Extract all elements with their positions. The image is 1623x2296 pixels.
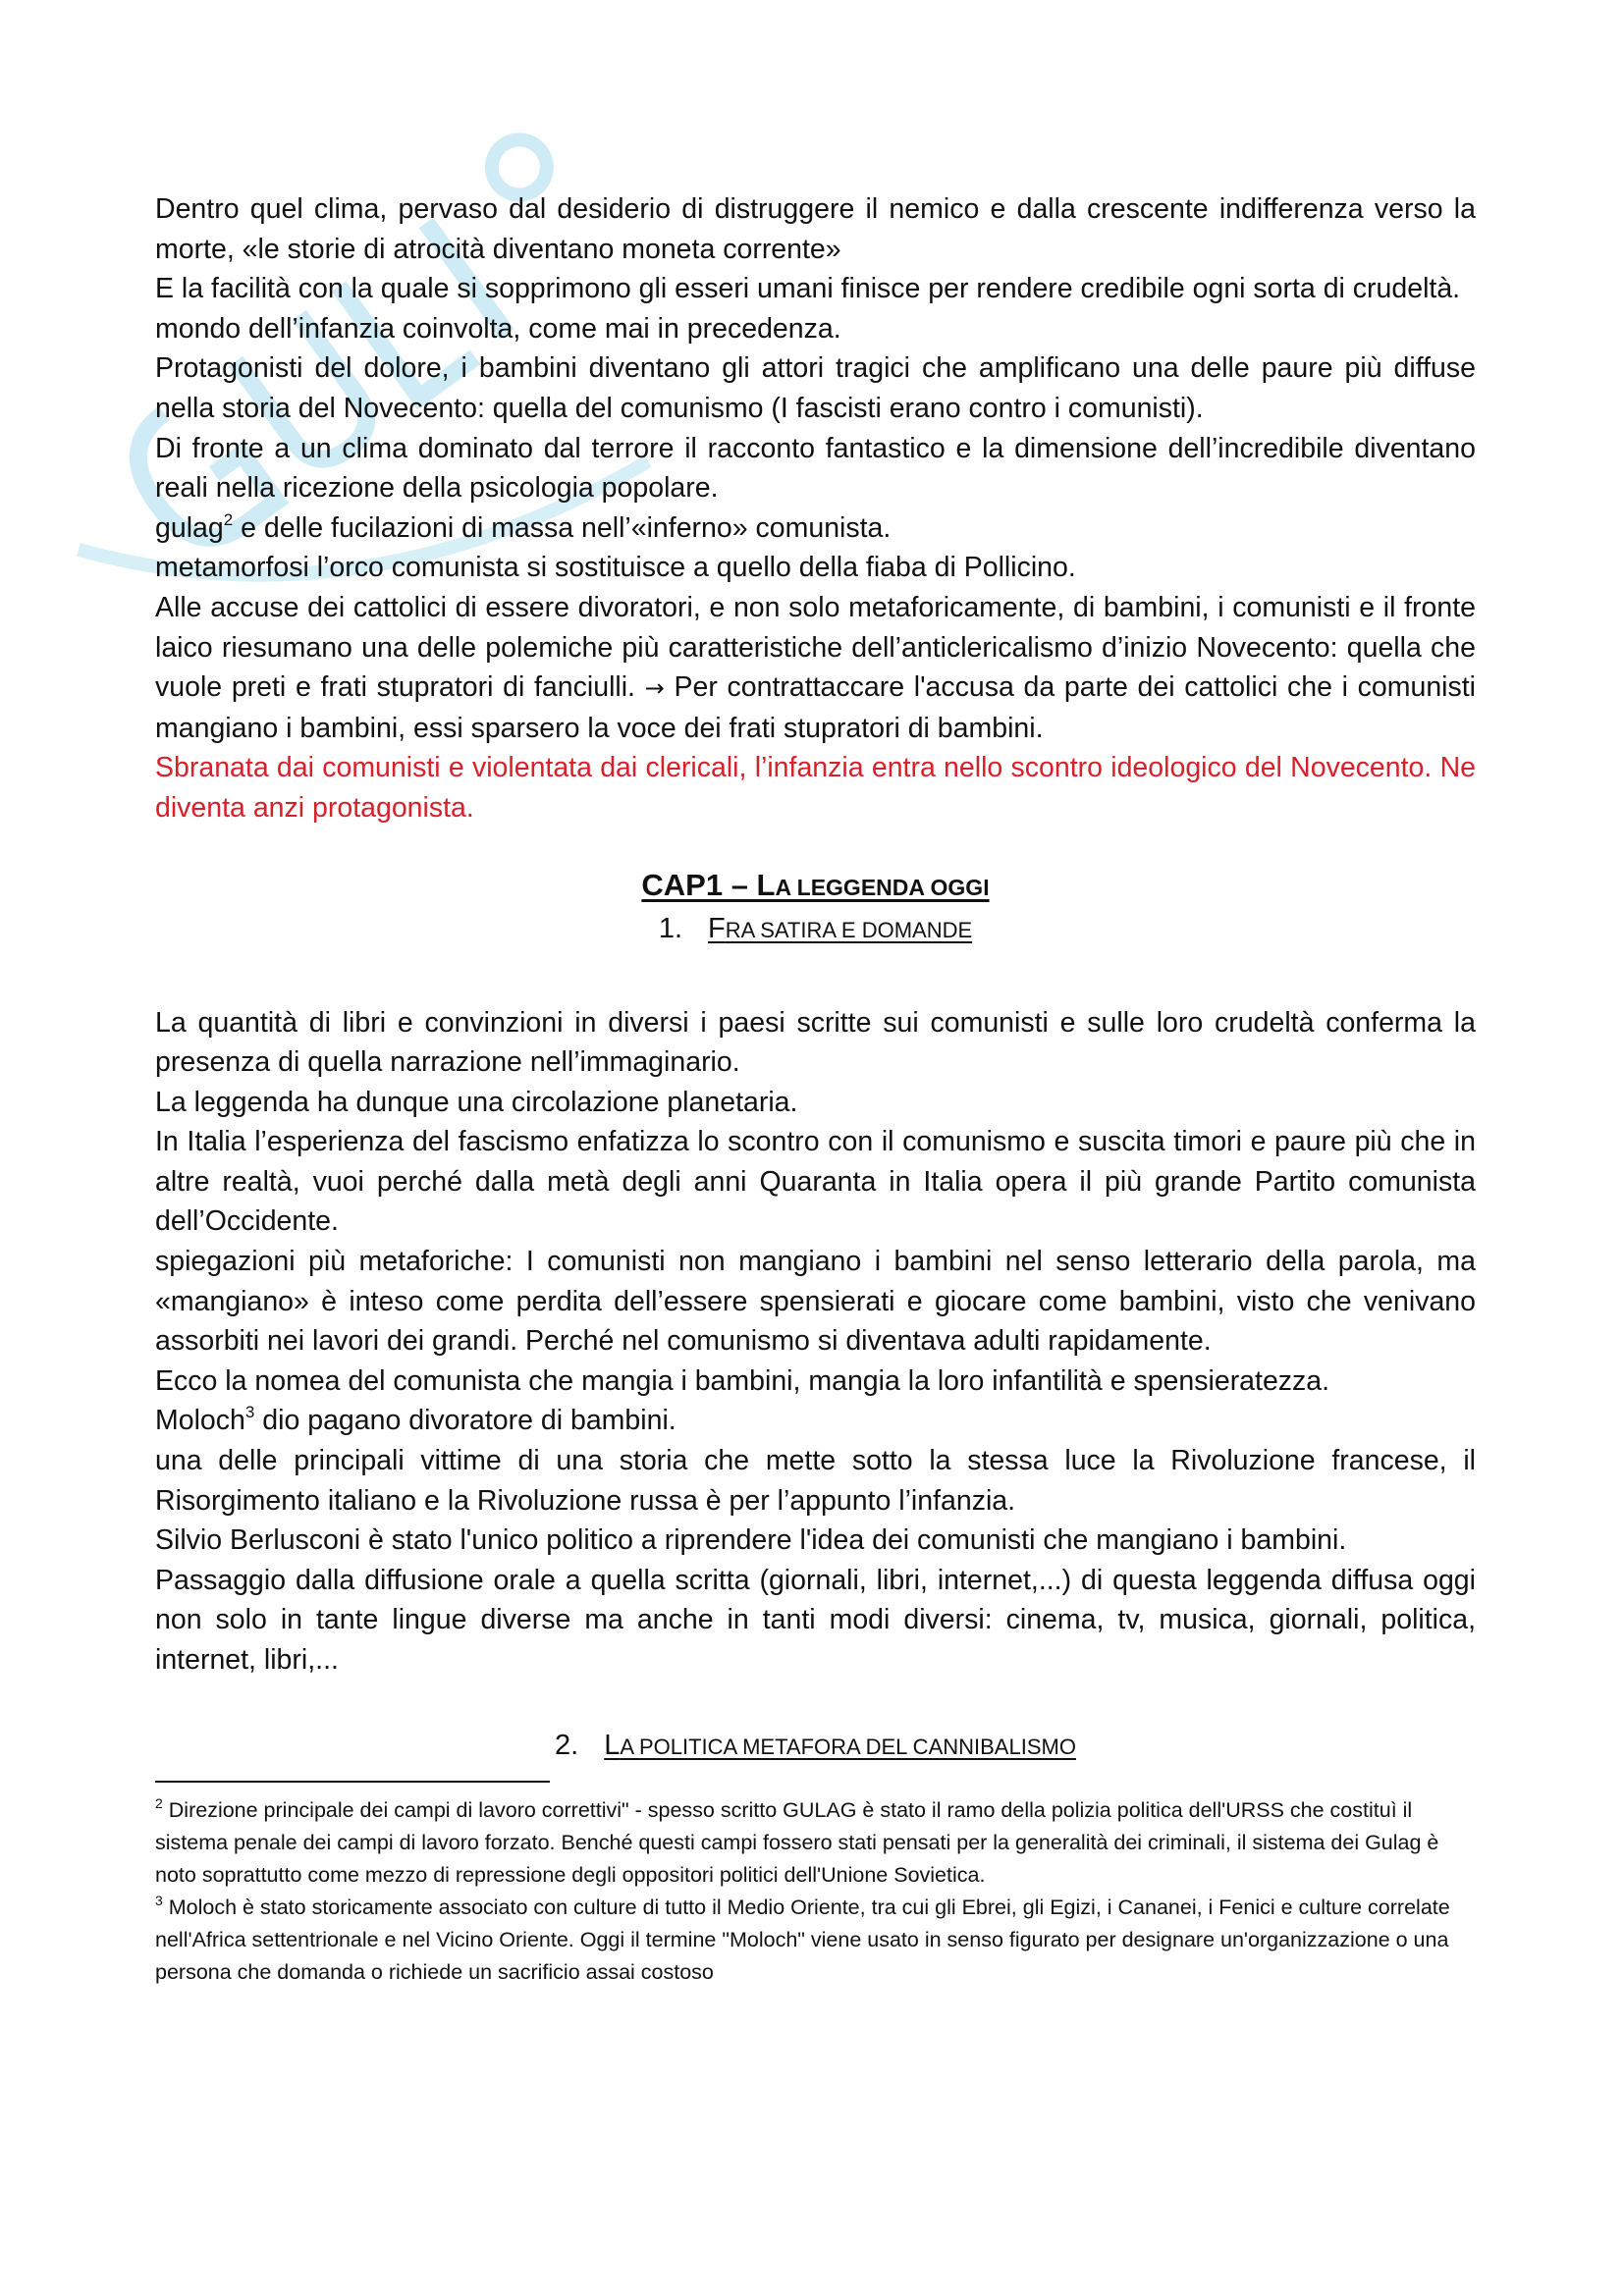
paragraph: spiegazioni più metaforiche: I comunisti non mangiano i bambini nel senso letterario della parola, ma «mangiano» è inteso come perdita dell’essere spensierati e giocare come bambini, visto che venivano assorbiti nei lavori dei grandi. Perché nel comunismo si diventava adulti rapidamente. <box>155 1246 1476 1358</box>
paragraph: In Italia l’esperienza del fascismo enfatizza lo scontro con il comunismo e suscita timori e paure più che in altre realtà, vuoi perché dalla metà degli anni Quaranta in Italia opera il più grande Partito comunista dell’Occidente. <box>155 1126 1476 1238</box>
text-run: e delle fucilazioni di massa nell’«inferno» comunista. <box>233 511 892 544</box>
section-heading-2 <box>155 1724 1476 1769</box>
text-run: dio pagano divoratore di bambini. <box>254 1405 676 1437</box>
text-run: gulag <box>155 511 224 544</box>
paragraph: Ecco la nomea del comunista che mangia i bambini, mangia la loro infantilità e spensieratezza. <box>155 1364 1330 1397</box>
paragraph: Passaggio dalla diffusione orale a quella scritta (giornali, libri, internet,...) di questa leggenda diffusa oggi non solo in tante lingue diverse ma anche in tanti modi diversi: cinema, tv, musica, giornali, politica, internet, libri,... <box>155 1564 1476 1676</box>
paragraph: La leggenda ha dunque una circolazione planetaria. <box>155 1086 798 1118</box>
paragraph: E la facilità con la quale si sopprimono gli esseri umani finisce per rendere credibile ogni sorta di crudeltà. <box>155 273 1461 305</box>
paragraph: mondo dell’infanzia coinvolta, come mai in precedenza. <box>155 312 841 345</box>
paragraph: metamorfosi l’orco comunista si sostituisce a quello della fiaba di Pollicino. <box>155 552 1076 584</box>
paragraph: Dentro quel clima, pervaso dal desiderio di distruggere il nemico e dalla crescente indifferenza verso la morte, «le storie di atrocità diventano moneta corrente» <box>155 193 1476 265</box>
section-title-smallcaps: A POLITICA METAFORA DEL CANNIBALISMO <box>620 1734 1076 1759</box>
document-page <box>155 189 1476 1989</box>
footnote-text: Direzione principale dei campi di lavoro correttivi" - spesso scritto GULAG è stato il ramo della polizia politica dell'URSS che costituì il sistema penale dei campi di lavoro forzato. Benché questi campi fossero stati pensati per la generalità dei criminali, il sistema dei Gulag è noto soprattutto come mezzo di repressione degli oppositori politici dell'Unione Sovietica. <box>155 1797 1439 1887</box>
paragraph <box>155 1401 1476 1441</box>
arrow-right-icon: → <box>644 674 665 703</box>
footnote-ref[interactable]: 3 <box>244 1403 255 1422</box>
section-title <box>604 1730 1076 1761</box>
footnote-mark: 3 <box>155 1892 163 1908</box>
highlighted-conclusion: Sbranata dai comunisti e violentata dai clericali, l’infanzia entra nello scontro ideologico del Novecento. Ne diventa anzi protagonista. <box>155 752 1476 824</box>
section-title <box>708 913 972 944</box>
section-title-initial: L <box>604 1729 621 1761</box>
chapter-title-smallcaps: A LEGGENDA OGGI <box>775 874 990 900</box>
text-run: Moloch <box>155 1405 245 1437</box>
text-run: Per contrattaccare l'accusa da parte dei cattolici che i comunisti mangiano i bambini, essi sparsero la voce dei frati stupratori di bambini. <box>155 671 1477 744</box>
section-title-initial: F <box>708 912 726 944</box>
text-run: Alle accuse dei cattolici di essere divoratori, e non solo metaforicamente, di bambini, i comunisti e il fronte laico riesumano una delle polemiche più caratteristiche dell’anticlericalismo d’inizio Novecento: quella che vuole preti e frati stupratori di fanciulli. <box>155 591 1476 704</box>
paragraph: una delle principali vittime di una storia che mette sotto la stessa luce la Rivoluzione francese, il Risorgimento italiano e la Rivoluzione russa è per l’appunto l’infanzia. <box>155 1445 1476 1517</box>
paragraph: La quantità di libri e convinzioni in diversi i paesi scritte sui comunisti e sulle loro crudeltà conferma la presenza di quella narrazione nell’immaginario. <box>155 1006 1476 1079</box>
footnote <box>155 1794 1476 1892</box>
paragraph: Silvio Berlusconi è stato l'unico politico a riprendere l'idea dei comunisti che mangiano i bambini. <box>155 1524 1347 1557</box>
footnote-text: Moloch è stato storicamente associato con culture di tutto il Medio Oriente, tra cui gli Ebrei, gli Egizi, i Cananei, i Fenici e culture correlate nell'Africa settentrionale e nel Vicino Oriente. Oggi il termine "Moloch" viene usato in senso figurato per designare un'organizzazione o una persona che domanda o richiede un sacrificio assai costoso <box>155 1895 1450 1984</box>
section-heading-1 <box>155 907 1476 952</box>
paragraph: Di fronte a un clima dominato dal terrore il racconto fantastico e la dimensione dell’incredibile diventano reali nella ricezione della psicologia popolare. <box>155 432 1476 505</box>
footnote-mark: 2 <box>155 1794 163 1811</box>
section-title-smallcaps: RA SATIRA E DOMANDE <box>725 917 973 942</box>
paragraph: Protagonisti del dolore, i bambini diventano gli attori tragici che amplificano una delle paure più diffuse nella storia del Novecento: quella del comunismo (I fascisti erano contro i comunisti). <box>155 352 1476 424</box>
footnote-separator <box>155 1781 550 1783</box>
chapter-title <box>155 866 1476 907</box>
footnote-ref[interactable]: 2 <box>223 509 234 529</box>
section-number: 1. <box>658 912 683 944</box>
footnote <box>155 1892 1476 1989</box>
paragraph <box>155 588 1476 748</box>
section-number: 2. <box>555 1729 579 1761</box>
chapter-title-main: CAP1 – L <box>641 867 776 902</box>
paragraph <box>155 508 1476 549</box>
